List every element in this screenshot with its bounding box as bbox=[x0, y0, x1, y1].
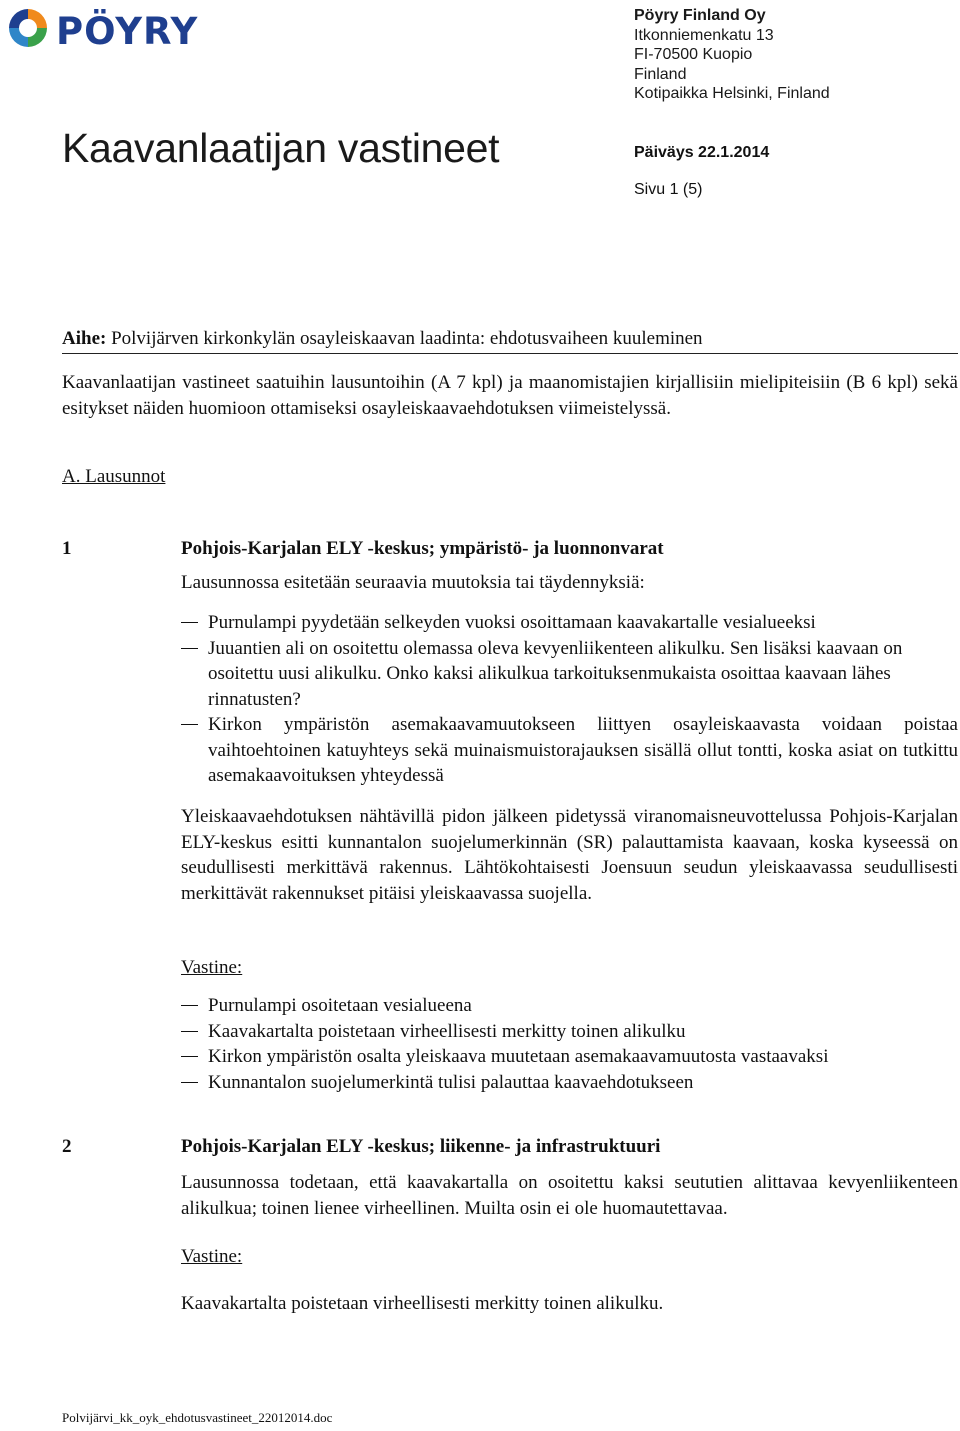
list-item: Kaavakartalta poistetaan virheellisesti merkitty toinen alikulku bbox=[181, 1019, 958, 1045]
dash-icon bbox=[181, 622, 198, 623]
item-paragraph: Yleiskaavaehdotuksen nähtävillä pidon jälkeen pidetyssä viranomaisneuvottelussa Pohjois-Karjalan ELY-keskus esitti kunnantalon suojelumerkinnän (SR) palauttamista kaavaan, koska kyseessä on seudullisesti merkittävä rakennus. Lähtökohtaisesti Joensuun seudun yleiskaavassa seudullisesti merkittävät rakennukset pitäisi yleiskaavassa suojella. bbox=[181, 806, 958, 904]
page-number: Sivu 1 (5) bbox=[634, 181, 703, 198]
list-item: Purnulampi pyydetään selkeyden vuoksi osoittamaan kaavakartalle vesialueeksi bbox=[181, 610, 958, 636]
subject-line bbox=[62, 327, 958, 351]
svg-text:PÖYRY: PÖYRY bbox=[56, 10, 199, 52]
section-heading: A. Lausunnot bbox=[62, 466, 166, 487]
list-item: Kirkon ympäristön asemakaavamuutokseen liittyen osayleiskaavasta voidaan poistaa vaihtoehtoinen katuyhteys sekä muinaismuistorajauksen sisällä ollut tontti, koska asiat on tutkittu asemakaavoituksen yhteydessä bbox=[181, 712, 958, 789]
subject-label: Aihe: bbox=[62, 328, 107, 349]
list-item: Juuantien ali on osoitettu olemassa oleva kevyenliikenteen alikulku. Sen lisäksi kaavaan on osoitettu uusi alikulku. Onko kaksi alikulkua tarkoituksenmukaista osoittaa kaavaan lähes rinnatusten? bbox=[181, 636, 958, 713]
vastine-list bbox=[181, 993, 958, 1095]
item-heading: Pohjois-Karjalan ELY -keskus; liikenne- ja infrastruktuuri bbox=[181, 1136, 661, 1157]
poyry-logo bbox=[4, 4, 250, 52]
address-line: Kotipaikka Helsinki, Finland bbox=[634, 85, 830, 102]
item-heading: Pohjois-Karjalan ELY -keskus; ympäristö- ja luonnonvarat bbox=[181, 538, 664, 559]
vastine-label: Vastine: bbox=[181, 957, 243, 978]
item-number: 1 bbox=[62, 538, 72, 559]
company-name: Pöyry Finland Oy bbox=[634, 7, 766, 24]
document-title: Kaavanlaatijan vastineet bbox=[62, 125, 500, 171]
document-date: Päiväys 22.1.2014 bbox=[634, 144, 770, 161]
vastine-label: Vastine: bbox=[181, 1246, 243, 1267]
address-line: Itkonniemenkatu 13 bbox=[634, 26, 774, 44]
poyry-logo-mark bbox=[4, 4, 250, 52]
subject-divider bbox=[62, 353, 958, 354]
dash-icon bbox=[181, 1082, 198, 1083]
footer-filename: Polvijärvi_kk_oyk_ehdotusvastineet_22012014.doc bbox=[62, 1410, 333, 1425]
vastine-text: Kaavakartalta poistetaan virheellisesti merkitty toinen alikulku. bbox=[181, 1293, 664, 1314]
dash-icon bbox=[181, 724, 198, 725]
list-item: Purnulampi osoitetaan vesialueena bbox=[181, 993, 958, 1019]
item-number: 2 bbox=[62, 1136, 72, 1157]
address-line: FI-70500 Kuopio bbox=[634, 46, 753, 63]
intro-paragraph: Kaavanlaatijan vastineet saatuihin lausuntoihin (A 7 kpl) ja maanomistajien kirjallisiin mielipiteisiin (B 6 kpl) sekä esitykset näiden huomioon ottamiseksi osayleiskaavaehdotuksen viimeistelyssä. bbox=[62, 372, 958, 419]
subject-text: Polvijärven kirkonkylän osayleiskaavan laadinta: ehdotusvaiheen kuuleminen bbox=[106, 328, 703, 349]
dash-icon bbox=[181, 1031, 198, 1032]
list-item: Kirkon ympäristön osalta yleiskaava muutetaan asemakaavamuutosta vastaavaksi bbox=[181, 1044, 958, 1070]
dash-icon bbox=[181, 1056, 198, 1057]
item-lead: Lausunnossa esitetään seuraavia muutoksia tai täydennyksiä: bbox=[181, 572, 645, 593]
statement-list bbox=[181, 610, 958, 789]
dash-icon bbox=[181, 648, 198, 649]
address-line: Finland bbox=[634, 65, 687, 83]
item-lead: Lausunnossa todetaan, että kaavakartalla on osoitettu kaksi seututien alittavaa kevyenliikenteen alikulkua; toinen lienee virheellinen. Muilta osin ei ole huomautettavaa. bbox=[181, 1172, 958, 1219]
address-block bbox=[634, 6, 830, 104]
list-item: Kunnantalon suojelumerkintä tulisi palauttaa kaavaehdotukseen bbox=[181, 1070, 958, 1096]
dash-icon bbox=[181, 1005, 198, 1006]
